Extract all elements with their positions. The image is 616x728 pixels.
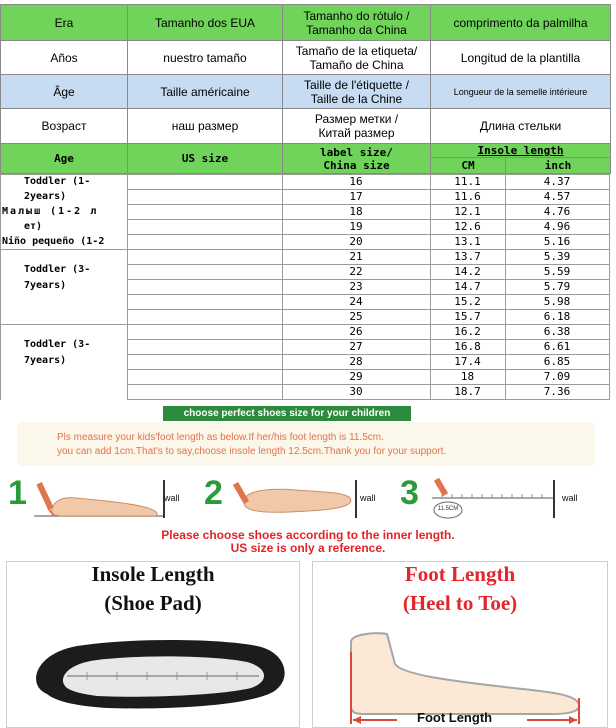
insole-cm-cell: 11.1: [454, 175, 481, 188]
insole-inch-cell: 5.98: [543, 295, 571, 308]
header-cell: Tamanho dos EUA: [128, 5, 283, 41]
inner-length-note: Please choose shoes according to the inner length.: [161, 528, 455, 542]
age-label: Toddler (1-: [24, 176, 91, 187]
header-cell: Âge: [1, 75, 128, 109]
measure-instruction-line2: you can add 1cm.That's to say,choose insole length 12.5cm.Thank you for your support.: [57, 446, 447, 457]
age-label: Малыш (1-2 л: [2, 206, 99, 217]
insole-cm-cell: 18.7: [454, 385, 481, 398]
header-row-english: [1, 144, 611, 174]
measure-step-3: [398, 470, 596, 526]
size-data-grid: [0, 174, 610, 400]
insole-inch-cell: 4.37: [543, 175, 571, 188]
china-size-cell: 19: [349, 220, 363, 233]
measure-instruction-line1: Pls measure your kids'foot length as below.If her/his foot length is 11.5cm.: [57, 432, 384, 443]
age-header: Age: [1, 144, 128, 174]
age-label: Toddler (3-: [24, 339, 91, 350]
grid-vline: [0, 174, 1, 400]
step-number: 2: [204, 474, 223, 512]
insole-inch-cell: 7.36: [543, 385, 571, 398]
age-group-separator: [0, 324, 127, 325]
cm-header: CM: [431, 158, 506, 173]
insole-measure-illustration: [7, 624, 299, 728]
insole-cm-cell: 16.8: [454, 340, 481, 353]
china-size-cell: 27: [349, 340, 363, 353]
china-size-cell: 20: [349, 235, 363, 248]
us-size-header: US size: [128, 144, 283, 174]
insole-inch-cell: 6.38: [543, 325, 571, 338]
header-cell: Длина стельки: [431, 109, 611, 144]
insole-inch-cell: 6.18: [543, 310, 571, 323]
foot-length-panel: [312, 561, 608, 728]
insole-cm-cell: 15.2: [454, 295, 481, 308]
insole-inch-cell: 4.76: [543, 205, 571, 218]
china-size-cell: 18: [349, 205, 363, 218]
shoe-pad-subtitle: (Shoe Pad): [104, 591, 202, 615]
insole-cm-cell: 17.4: [454, 355, 481, 368]
china-size-cell: 16: [349, 175, 363, 188]
china-size-cell: 30: [349, 385, 363, 398]
measure-step-1: [2, 470, 194, 526]
wall-label: wall: [164, 493, 180, 503]
insole-cm-cell: 18: [460, 370, 475, 383]
insole-inch-cell: 4.57: [543, 190, 571, 203]
header-cell: Возраст: [1, 109, 128, 144]
measure-step-2: [200, 470, 392, 526]
insole-inch-cell: 6.61: [543, 340, 571, 353]
insole-cm-cell: 14.7: [454, 280, 481, 293]
age-label: 7years): [24, 355, 67, 366]
insole-inch-cell: 5.16: [543, 235, 571, 248]
label-size-header: label size/ China size: [283, 144, 431, 174]
header-row-spanish: [1, 41, 611, 75]
age-label: 2years): [24, 191, 67, 202]
header-cell: Tamaño de la etiqueta/ Tamaño de China: [283, 41, 431, 75]
insole-inch-cell: 5.39: [543, 250, 571, 263]
insole-length-title: Insole length: [431, 144, 610, 158]
grid-vline: [127, 174, 128, 400]
china-size-cell: 25: [349, 310, 363, 323]
header-cell: Años: [1, 41, 128, 75]
size-translation-table: [0, 4, 611, 174]
header-row-french: [1, 75, 611, 109]
choose-size-banner: choose perfect shoes size for your children: [163, 406, 411, 421]
measure-tag: 11.5CM: [437, 506, 459, 512]
insole-cm-cell: 12.6: [454, 220, 481, 233]
header-cell: comprimento da palmilha: [431, 5, 611, 41]
wall-label: wall: [360, 493, 376, 503]
china-size-cell: 17: [349, 190, 363, 203]
china-size-cell: 22: [349, 265, 363, 278]
step-number: 1: [8, 474, 27, 512]
insole-length-panel: [6, 561, 300, 728]
insole-inch-cell: 5.59: [543, 265, 571, 278]
age-label: ет): [24, 221, 43, 232]
foot-length-label: Foot Length: [417, 710, 493, 725]
insole-cm-cell: 15.7: [454, 310, 481, 323]
insole-cm-cell: 13.7: [454, 250, 481, 263]
header-row-russian: [1, 109, 611, 144]
inch-header: inch: [544, 159, 572, 172]
step-number: 3: [400, 474, 419, 512]
insole-inch-cell: 4.96: [543, 220, 571, 233]
insole-inch-cell: 6.85: [543, 355, 571, 368]
insole-length-header: [431, 144, 611, 174]
header-cell: Era: [1, 5, 128, 41]
china-size-cell: 28: [349, 355, 363, 368]
insole-cm-cell: 11.6: [454, 190, 481, 203]
header-cell: Longueur de la semelle intérieure: [431, 75, 611, 109]
age-label: 7years): [24, 280, 67, 291]
header-cell: Taille américaine: [128, 75, 283, 109]
insole-length-title: Insole Length: [91, 562, 215, 586]
heel-to-toe-subtitle: (Heel to Toe): [402, 591, 518, 615]
insole-cm-cell: 14.2: [454, 265, 481, 278]
header-cell: Taille de l'étiquette / Taille de la Chine: [283, 75, 431, 109]
china-size-cell: 29: [349, 370, 363, 383]
insole-cm-cell: 12.1: [454, 205, 481, 218]
insole-inch-cell: 5.79: [543, 280, 571, 293]
foot-against-wall-illustration: [30, 476, 170, 522]
insole-cm-cell: 13.1: [454, 235, 481, 248]
header-row-portuguese: [1, 5, 611, 41]
us-size-reference-note: US size is only a reference.: [230, 541, 386, 555]
china-size-cell: 24: [349, 295, 363, 308]
age-group-separator: [0, 249, 127, 250]
wall-label: wall: [562, 493, 578, 503]
measure-instructions-box: [17, 422, 595, 466]
foot-top-view-illustration: [226, 476, 364, 522]
header-cell: nuestro tamaño: [128, 41, 283, 75]
china-size-cell: 26: [349, 325, 363, 338]
insole-cm-cell: 16.2: [454, 325, 481, 338]
age-label: Niño pequeño (1-2: [2, 236, 105, 247]
header-cell: наш размер: [128, 109, 283, 144]
header-cell: Tamanho do rótulo / Tamanho da China: [283, 5, 431, 41]
age-label: Toddler (3-: [24, 264, 91, 275]
header-cell: Longitud de la plantilla: [431, 41, 611, 75]
foot-length-title: Foot Length: [404, 562, 516, 586]
insole-inch-cell: 7.09: [543, 370, 571, 383]
china-size-cell: 21: [349, 250, 363, 263]
china-size-cell: 23: [349, 280, 363, 293]
grid-vline: [609, 174, 610, 400]
ruler-measure-illustration: [422, 476, 562, 522]
header-cell: Размер метки / Китай размер: [283, 109, 431, 144]
